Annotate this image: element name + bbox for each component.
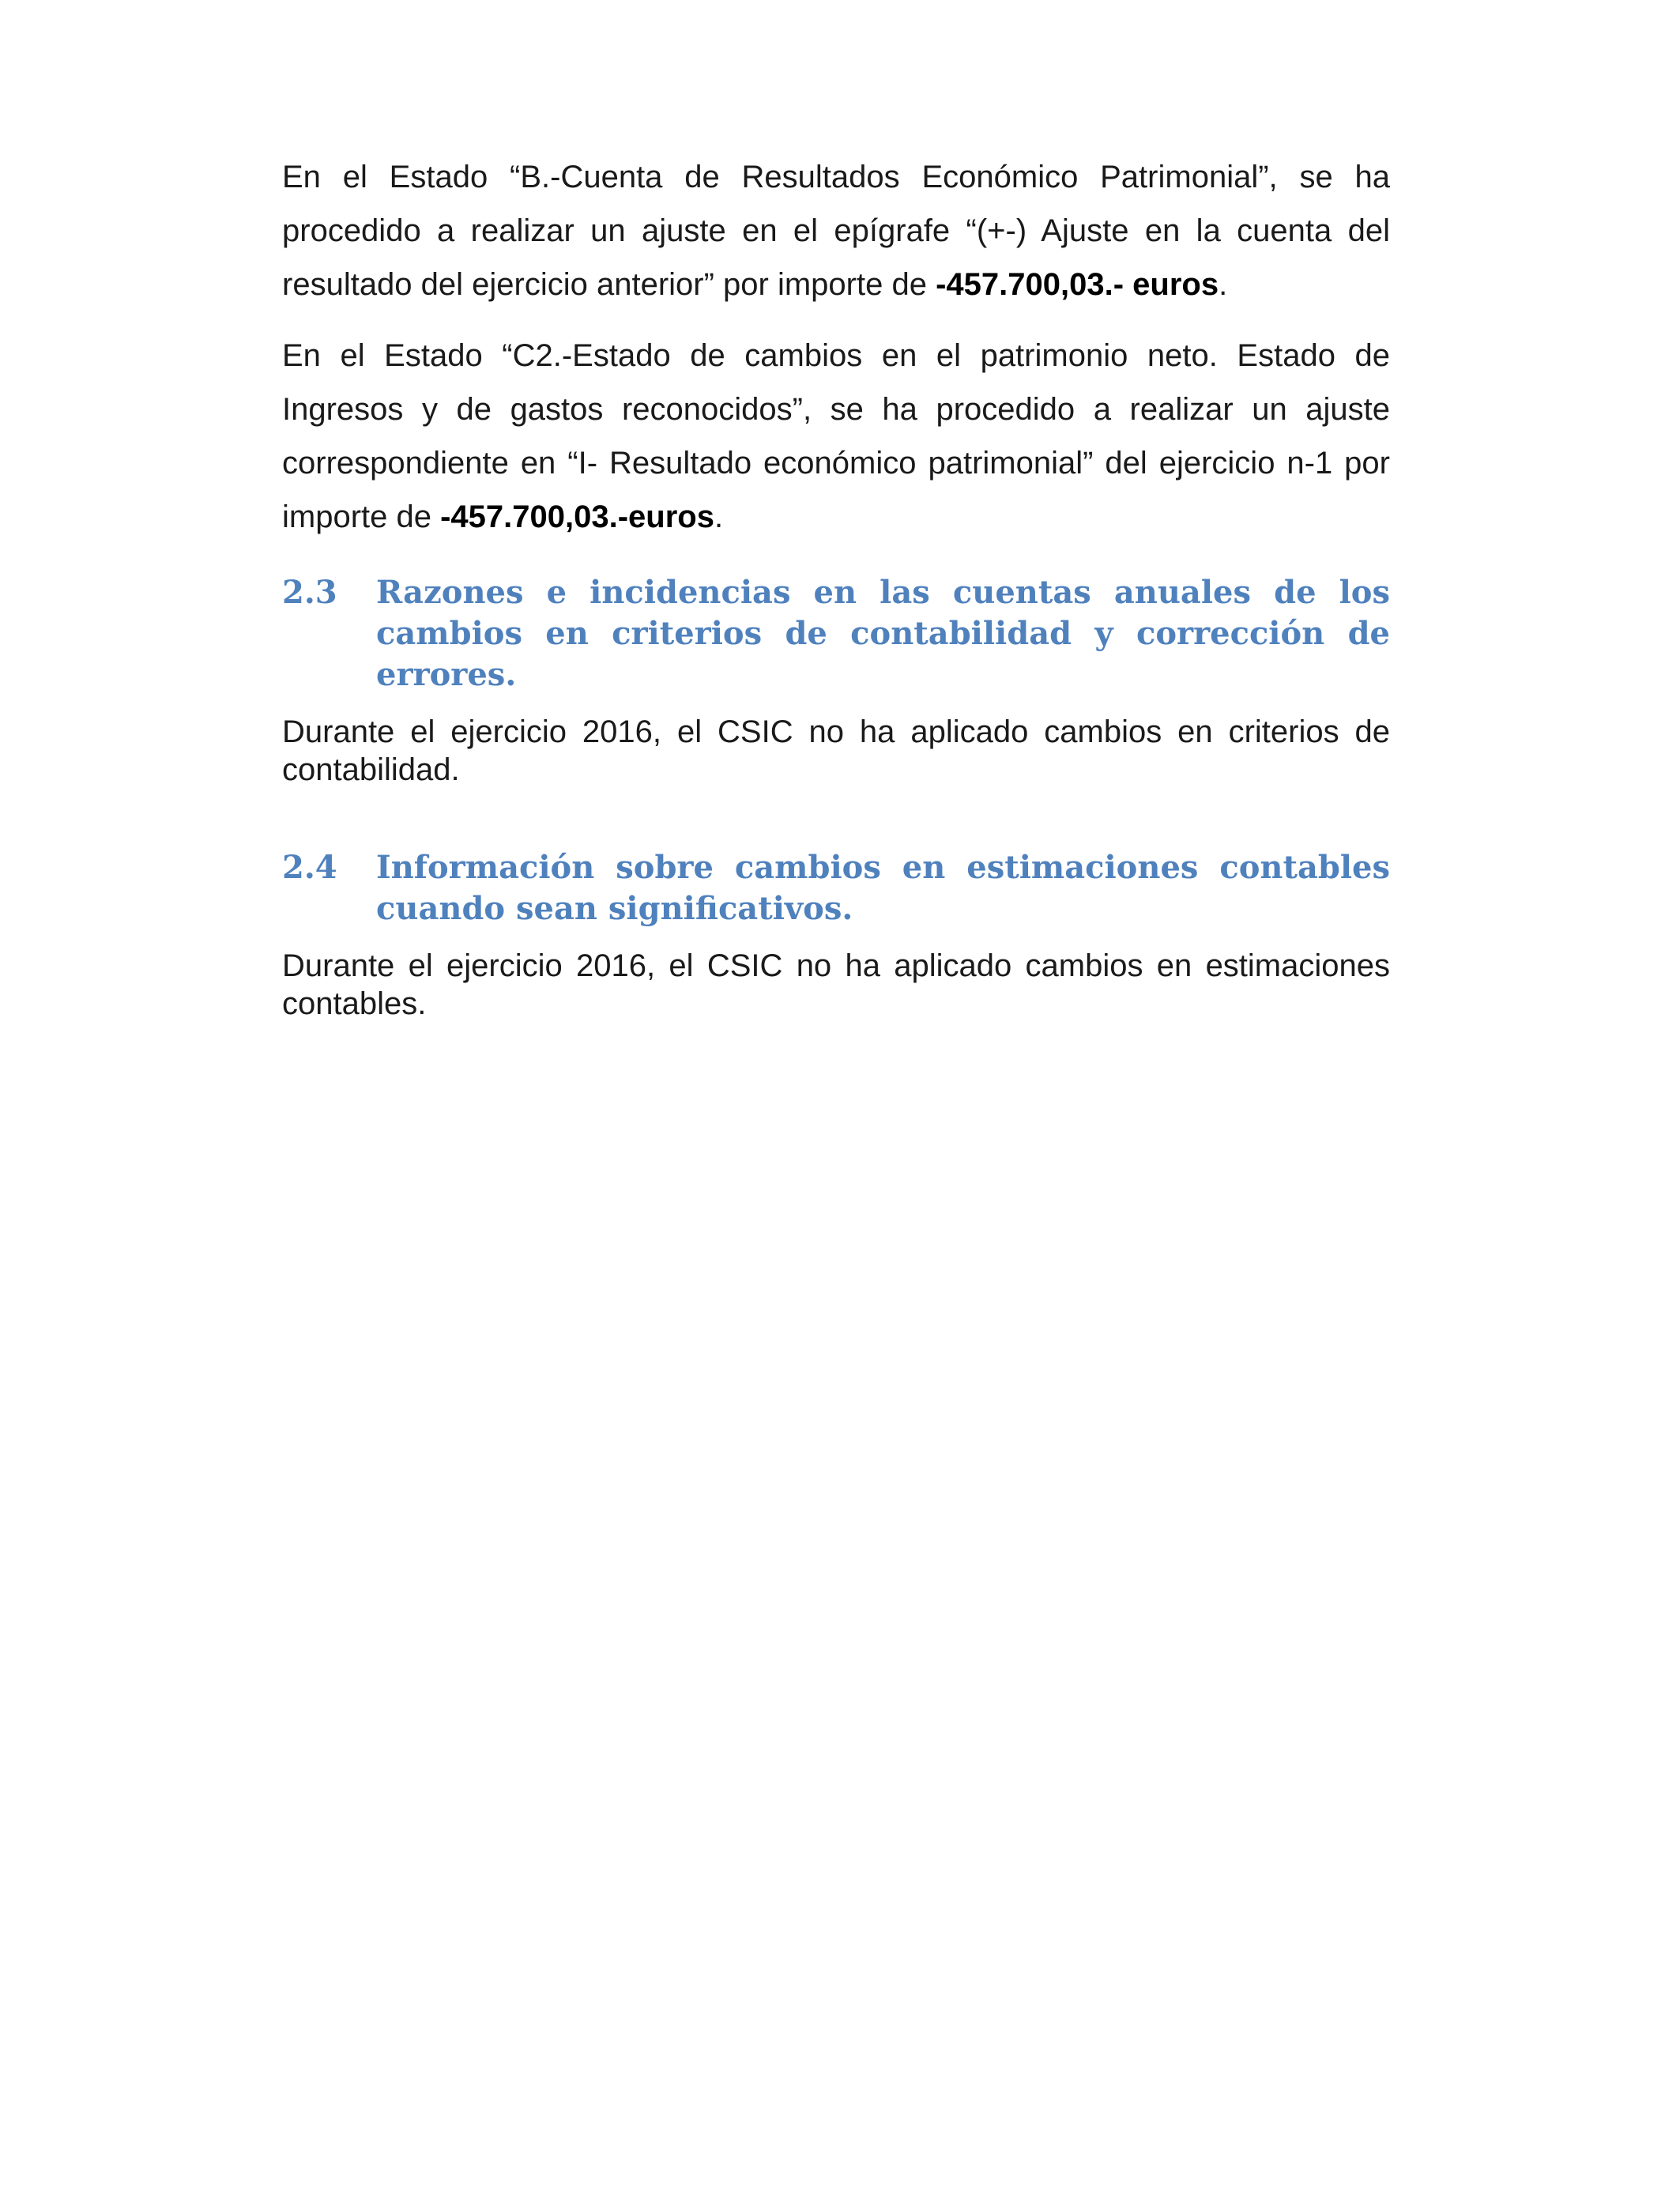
paragraph-text: En el Estado “C2.-Estado de cambios en el patrimonio neto. Estado de Ingresos y de gastos reconocidos”, se ha procedido a realizar un ajuste correspondiente en “I- Resultado económico patrimonial” del ejercicio n-1 por importe de	[282, 338, 1390, 534]
section-number: 2.3	[282, 574, 337, 611]
paragraph-text: En el Estado “B.-Cuenta de Resultados Económico Patrimonial”, se ha procedido a realizar un ajuste en el epígrafe “(+-) Ajuste en la cuenta del resultado del ejercicio anterior” por importe de	[282, 160, 1390, 302]
section-heading-2-4	[282, 847, 1390, 929]
page-content	[282, 142, 1390, 1023]
section-body-2-3: Durante el ejercicio 2016, el CSIC no ha aplicado cambios en criterios de contabilidad.	[282, 714, 1390, 787]
paragraph-end: .	[714, 499, 724, 534]
amount-value: -457.700,03.- euros	[936, 267, 1219, 302]
paragraph-estado-b	[282, 150, 1390, 311]
section-body-2-4: Durante el ejercicio 2016, el CSIC no ha aplicado cambios en estimaciones contables.	[282, 948, 1390, 1021]
amount-value: -457.700,03.-euros	[440, 499, 714, 534]
section-title: Información sobre cambios en estimaciones contables cuando sean significativos.	[376, 849, 1390, 927]
section-heading-2-3	[282, 572, 1390, 696]
paragraph-end: .	[1219, 267, 1228, 302]
paragraph-estado-c2	[282, 329, 1390, 544]
section-title: Razones e incidencias en las cuentas anuales de los cambios en criterios de contabilidad y corrección de errores.	[376, 574, 1390, 693]
section-number: 2.4	[282, 849, 337, 886]
